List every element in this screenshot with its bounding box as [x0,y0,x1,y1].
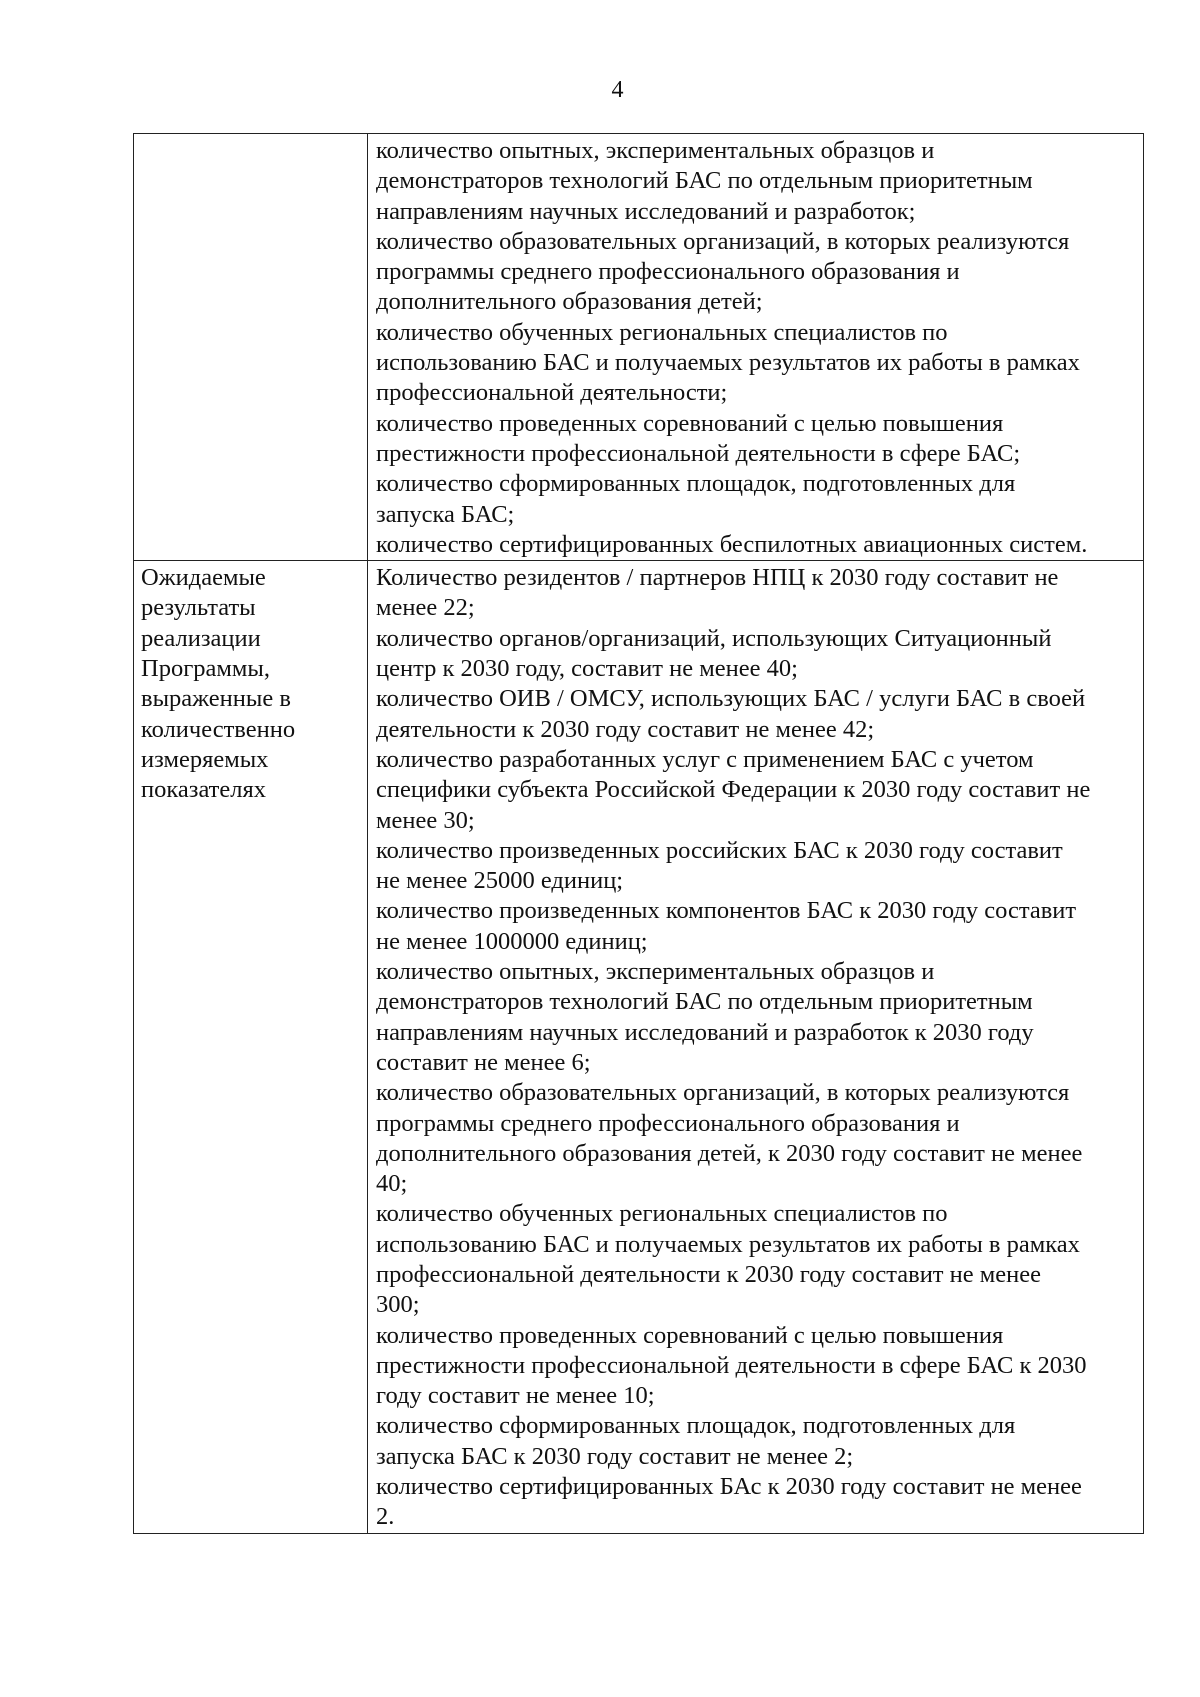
text-line: менее 22; [376,594,475,622]
text-line: деятельности к 2030 году составит не менее 42; [376,715,875,743]
text-line: количество органов/организаций, использующих Ситуационный [376,624,1052,652]
text-line: не менее 1000000 единиц; [376,927,648,955]
row-content-cell [368,561,1144,1534]
text-line: 2. [376,1503,395,1531]
text-line: количество проведенных соревнований с целью повышения [376,409,1004,437]
row-label-cell [134,134,368,561]
text-line: количество проведенных соревнований с целью повышения [376,1321,1004,1349]
text-line: дополнительного образования детей; [376,288,763,316]
text-line: количество образовательных организаций, в которых реализуются [376,227,1070,255]
text-line: специфики субъекта Российской Федерации к 2030 году составит не [376,776,1091,804]
text-line: программы среднего профессионального образования и [376,258,960,286]
text-line: количество разработанных услуг с применением БАС с учетом [376,745,1034,773]
text-line: количество произведенных российских БАС к 2030 году составит [376,836,1063,864]
text-line: количество опытных, экспериментальных образцов и [376,137,935,164]
text-line: запуска БАС; [376,500,515,528]
text-line: количество обученных региональных специалистов по [376,1200,948,1228]
row-content [376,136,1139,560]
text-line: демонстраторов технологий БАС по отдельным приоритетным [376,988,1033,1016]
text-line: менее 30; [376,806,475,834]
text-line: программы среднего профессионального образования и [376,1109,960,1137]
label-line: реализации [141,624,261,652]
label-line: выраженные в [141,685,291,713]
text-line: запуска БАС к 2030 году составит не менее 2; [376,1442,854,1470]
text-line: не менее 25000 единиц; [376,867,624,895]
text-line: количество опытных, экспериментальных образцов и [376,958,935,986]
text-line: Количество резидентов / партнеров НПЦ к 2030 году составит не [376,564,1059,592]
text-line: 300; [376,1291,420,1319]
row-label [141,563,361,805]
text-line: количество произведенных компонентов БАС к 2030 году составит [376,897,1077,925]
row-content-cell [368,134,1144,561]
text-line: 40; [376,1170,408,1198]
text-line: году составит не менее 10; [376,1382,655,1410]
text-line: престижности профессиональной деятельности в сфере БАС к 2030 [376,1351,1087,1379]
text-line: количество обученных региональных специалистов по [376,318,948,346]
text-line: дополнительного образования детей, к 2030 году составит не менее [376,1139,1083,1167]
page-number: 4 [611,77,624,103]
table-row-expected-results [134,561,1144,1534]
text-line: количество сформированных площадок, подготовленных для [376,470,1016,498]
text-line: использованию БАС и получаемых результатов их работы в рамках [376,349,1080,377]
label-line: Программы, [141,655,270,683]
row-content [376,563,1139,1533]
text-line: составит не менее 6; [376,1048,591,1076]
label-line: результаты [141,594,256,622]
text-line: демонстраторов технологий БАС по отдельным приоритетным [376,167,1033,195]
text-line: престижности профессиональной деятельности в сфере БАС; [376,439,1021,467]
label-line: количественно [141,715,296,743]
text-line: количество образовательных организаций, в которых реализуются [376,1079,1070,1107]
label-line: измеряемых [141,745,269,773]
text-line: направлениям научных исследований и разработок; [376,197,916,225]
text-line: количество сертифицированных беспилотных авиационных систем. [376,530,1088,558]
text-line: профессиональной деятельности; [376,379,728,407]
label-line: Ожидаемые [141,564,266,592]
row-label-cell [134,561,368,1534]
text-line: количество сформированных площадок, подготовленных для [376,1412,1016,1440]
text-line: направлениям научных исследований и разработок к 2030 году [376,1018,1034,1046]
program-passport-table [133,133,1144,1534]
text-line: использованию БАС и получаемых результатов их работы в рамках [376,1230,1080,1258]
text-line: количество ОИВ / ОМСУ, использующих БАС / услуги БАС в своей [376,685,1086,713]
label-line: показателях [141,776,267,804]
table-row-indicators-continued [134,134,1144,561]
text-line: центр к 2030 году, составит не менее 40; [376,655,798,683]
text-line: количество сертифицированных БАс к 2030 году составит не менее [376,1473,1082,1501]
text-line: профессиональной деятельности к 2030 году составит не менее [376,1260,1041,1288]
